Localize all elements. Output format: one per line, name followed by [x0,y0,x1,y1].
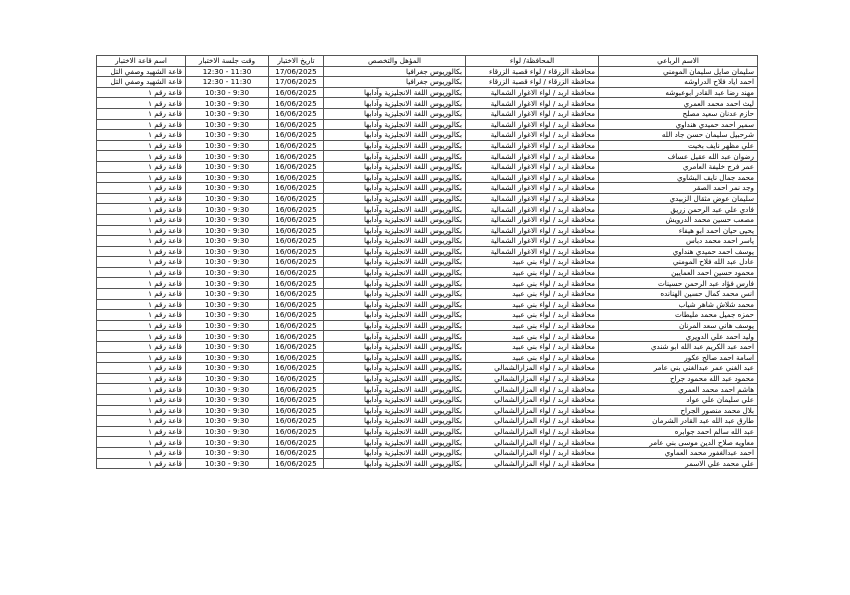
cell-name: يوسف هاني سعد المرنان [599,320,758,331]
cell-exam-date: 17/06/2025 [269,66,324,77]
cell-hall: قاعة رقم ١ [97,342,186,353]
cell-exam-date: 16/06/2025 [269,352,324,363]
cell-name: ليث احمد محمد العمري [599,98,758,109]
table-row [97,352,758,363]
table-row [97,193,758,204]
cell-session-time: 9:30 - 10:30 [186,395,269,406]
cell-hall: قاعة رقم ١ [97,289,186,300]
cell-governorate: محافظة اربد / لواء الاغوار الشمالية [466,108,599,119]
cell-hall: قاعة رقم ١ [97,204,186,215]
cell-exam-date: 16/06/2025 [269,289,324,300]
cell-qualification: بكالوريوس اللغة الانجليزية وآدابها [324,161,466,172]
cell-governorate: محافظة اربد / لواء الاغوار الشمالية [466,130,599,141]
cell-qualification: بكالوريوس اللغة الانجليزية وآدابها [324,267,466,278]
table-row [97,320,758,331]
table-row [97,204,758,215]
cell-qualification: بكالوريوس اللغة الانجليزية وآدابها [324,246,466,257]
cell-governorate: محافظة اربد / لواء الاغوار الشمالية [466,161,599,172]
table-row [97,87,758,98]
cell-qualification: بكالوريوس اللغة الانجليزية وآدابها [324,119,466,130]
cell-session-time: 9:30 - 10:30 [186,214,269,225]
cell-hall: قاعة الشهيد وصفي التل [97,77,186,88]
cell-hall: قاعة رقم ١ [97,172,186,183]
table-row [97,447,758,458]
cell-exam-date: 16/06/2025 [269,447,324,458]
cell-session-time: 9:30 - 10:30 [186,342,269,353]
cell-session-time: 9:30 - 10:30 [186,299,269,310]
cell-hall: قاعة رقم ١ [97,384,186,395]
cell-hall: قاعة رقم ١ [97,373,186,384]
table-row [97,257,758,268]
cell-name: سليمان صايل سليمان المومني [599,66,758,77]
cell-name: يحيى حيان احمد ابو هيفاء [599,225,758,236]
cell-name: حمزه جميل محمد مليطات [599,310,758,321]
cell-exam-date: 16/06/2025 [269,161,324,172]
header-exam-date: تاريخ الاختبار [269,56,324,67]
table-row [97,225,758,236]
cell-governorate: محافظة اربد / لواء الاغوار الشمالية [466,98,599,109]
cell-hall: قاعة رقم ١ [97,193,186,204]
cell-qualification: بكالوريوس اللغة الانجليزية وآدابها [324,416,466,427]
cell-exam-date: 16/06/2025 [269,384,324,395]
cell-exam-date: 16/06/2025 [269,183,324,194]
cell-governorate: محافظة اربد / لواء المزارالشمالي [466,447,599,458]
cell-governorate: محافظة اربد / لواء الاغوار الشمالية [466,225,599,236]
cell-governorate: محافظة اربد / لواء بني عبيد [466,267,599,278]
cell-session-time: 9:30 - 10:30 [186,320,269,331]
cell-name: هاشم احمد محمد العمري [599,384,758,395]
cell-name: مهند رضا عبد القادر ابوعبوشه [599,87,758,98]
cell-session-time: 9:30 - 10:30 [186,310,269,321]
cell-name: احمد عبدالغفور محمد العماوي [599,447,758,458]
cell-session-time: 9:30 - 10:30 [186,193,269,204]
table-row [97,342,758,353]
table-body [97,66,758,469]
table-row [97,236,758,247]
cell-governorate: محافظة اربد / لواء الاغوار الشمالية [466,193,599,204]
cell-governorate: محافظة اربد / لواء المزارالشمالي [466,426,599,437]
cell-qualification: بكالوريوس اللغة الانجليزية وآدابها [324,331,466,342]
cell-qualification: بكالوريوس اللغة الانجليزية وآدابها [324,98,466,109]
cell-hall: قاعة رقم ١ [97,331,186,342]
cell-exam-date: 16/06/2025 [269,214,324,225]
cell-name: اسامة احمد صالح عكور [599,352,758,363]
cell-exam-date: 16/06/2025 [269,172,324,183]
cell-exam-date: 16/06/2025 [269,267,324,278]
cell-hall: قاعة رقم ١ [97,183,186,194]
cell-hall: قاعة رقم ١ [97,447,186,458]
cell-qualification: بكالوريوس اللغة الانجليزية وآدابها [324,299,466,310]
cell-session-time: 9:30 - 10:30 [186,140,269,151]
table-row [97,289,758,300]
table-row [97,246,758,257]
cell-name: محمد شلاش شاهر شياب [599,299,758,310]
cell-hall: قاعة رقم ١ [97,87,186,98]
cell-hall: قاعة رقم ١ [97,225,186,236]
cell-qualification: بكالوريوس اللغة الانجليزية وآدابها [324,214,466,225]
cell-session-time: 9:30 - 10:30 [186,183,269,194]
cell-hall: قاعة رقم ١ [97,426,186,437]
cell-session-time: 9:30 - 10:30 [186,458,269,469]
cell-qualification: بكالوريوس اللغة الانجليزية وآدابها [324,87,466,98]
cell-session-time: 9:30 - 10:30 [186,278,269,289]
table-row [97,140,758,151]
cell-exam-date: 17/06/2025 [269,77,324,88]
cell-exam-date: 16/06/2025 [269,98,324,109]
cell-session-time: 9:30 - 10:30 [186,331,269,342]
cell-name: بلال محمد منصور الجراح [599,405,758,416]
cell-session-time: 9:30 - 10:30 [186,447,269,458]
cell-governorate: محافظة اربد / لواء الاغوار الشمالية [466,151,599,162]
table-row [97,66,758,77]
cell-exam-date: 16/06/2025 [269,342,324,353]
table-row [97,299,758,310]
cell-governorate: محافظة اربد / لواء الاغوار الشمالية [466,214,599,225]
cell-session-time: 9:30 - 10:30 [186,416,269,427]
cell-session-time: 9:30 - 10:30 [186,426,269,437]
cell-governorate: محافظة اربد / لواء بني عبيد [466,320,599,331]
cell-session-time: 9:30 - 10:30 [186,289,269,300]
table-row [97,458,758,469]
cell-exam-date: 16/06/2025 [269,225,324,236]
cell-name: عمر فرج خليفة العامري [599,161,758,172]
cell-qualification: بكالوريوس اللغة الانجليزية وآدابها [324,108,466,119]
header-qualification: المؤهل والتخصص [324,56,466,67]
table-row [97,384,758,395]
cell-hall: قاعة رقم ١ [97,246,186,257]
cell-session-time: 9:30 - 10:30 [186,204,269,215]
cell-qualification: بكالوريوس اللغة الانجليزية وآدابها [324,320,466,331]
table-row [97,214,758,225]
table-row [97,395,758,406]
table-row [97,77,758,88]
table-row [97,161,758,172]
cell-governorate: محافظة اربد / لواء الاغوار الشمالية [466,246,599,257]
cell-governorate: محافظة اربد / لواء بني عبيد [466,342,599,353]
cell-qualification: بكالوريوس اللغة الانجليزية وآدابها [324,384,466,395]
cell-hall: قاعة رقم ١ [97,140,186,151]
cell-exam-date: 16/06/2025 [269,331,324,342]
exam-schedule-table [96,55,758,469]
cell-governorate: محافظة اربد / لواء بني عبيد [466,331,599,342]
cell-name: مصعب حسين محمد الدرويش [599,214,758,225]
cell-qualification: بكالوريوس اللغة الانجليزية وآدابها [324,225,466,236]
table-row [97,130,758,141]
table-row [97,331,758,342]
table-row [97,119,758,130]
cell-hall: قاعة رقم ١ [97,257,186,268]
cell-governorate: محافظة اربد / لواء بني عبيد [466,257,599,268]
cell-session-time: 9:30 - 10:30 [186,225,269,236]
cell-name: عادل عبد الله فلاح المومني [599,257,758,268]
table-row [97,310,758,321]
cell-exam-date: 16/06/2025 [269,437,324,448]
cell-name: ياسر احمد محمد دباس [599,236,758,247]
cell-governorate: محافظة اربد / لواء بني عبيد [466,289,599,300]
cell-governorate: محافظة اربد / لواء المزارالشمالي [466,395,599,406]
cell-qualification: بكالوريوس اللغة الانجليزية وآدابها [324,151,466,162]
cell-qualification: بكالوريوس جغرافيا [324,66,466,77]
cell-hall: قاعة رقم ١ [97,278,186,289]
table-row [97,267,758,278]
cell-exam-date: 16/06/2025 [269,416,324,427]
cell-exam-date: 16/06/2025 [269,363,324,374]
cell-hall: قاعة رقم ١ [97,363,186,374]
cell-exam-date: 16/06/2025 [269,140,324,151]
cell-hall: قاعة رقم ١ [97,310,186,321]
cell-qualification: بكالوريوس اللغة الانجليزية وآدابها [324,310,466,321]
table-row [97,172,758,183]
cell-qualification: بكالوريوس اللغة الانجليزية وآدابها [324,172,466,183]
cell-governorate: محافظة اربد / لواء الاغوار الشمالية [466,204,599,215]
cell-name: عبد الله سالم احمد جوابره [599,426,758,437]
cell-qualification: بكالوريوس اللغة الانجليزية وآدابها [324,193,466,204]
cell-governorate: محافظة اربد / لواء الاغوار الشمالية [466,140,599,151]
cell-name: فارس فؤاد عبد الرحمن حسينات [599,278,758,289]
cell-hall: قاعة رقم ١ [97,299,186,310]
cell-name: سليمان عوض مثقال الزبيدي [599,193,758,204]
table-row [97,363,758,374]
cell-name: رضوان عبد الله عقيل عساف [599,151,758,162]
cell-name: علي محمد علي الاسمر [599,458,758,469]
cell-name: محمود عبد الله محمود جراح [599,373,758,384]
cell-session-time: 9:30 - 10:30 [186,108,269,119]
cell-hall: قاعة رقم ١ [97,130,186,141]
cell-exam-date: 16/06/2025 [269,310,324,321]
cell-session-time: 9:30 - 10:30 [186,352,269,363]
cell-session-time: 9:30 - 10:30 [186,119,269,130]
cell-hall: قاعة رقم ١ [97,161,186,172]
cell-session-time: 9:30 - 10:30 [186,87,269,98]
cell-exam-date: 16/06/2025 [269,395,324,406]
cell-qualification: بكالوريوس اللغة الانجليزية وآدابها [324,278,466,289]
cell-governorate: محافظة اربد / لواء الاغوار الشمالية [466,119,599,130]
header-session-time: وقت جلسة الاختبار [186,56,269,67]
cell-name: معاويه صلاح الدين موسى بني عامر [599,437,758,448]
table-row [97,98,758,109]
cell-governorate: محافظة اربد / لواء بني عبيد [466,310,599,321]
cell-name: محمد جمال نايف البشاوي [599,172,758,183]
cell-hall: قاعة رقم ١ [97,267,186,278]
cell-session-time: 9:30 - 10:30 [186,130,269,141]
cell-session-time: 9:30 - 10:30 [186,98,269,109]
cell-qualification: بكالوريوس اللغة الانجليزية وآدابها [324,426,466,437]
cell-exam-date: 16/06/2025 [269,130,324,141]
cell-hall: قاعة رقم ١ [97,151,186,162]
cell-exam-date: 16/06/2025 [269,151,324,162]
cell-governorate: محافظة اربد / لواء المزارالشمالي [466,405,599,416]
cell-exam-date: 16/06/2025 [269,236,324,247]
table-row [97,151,758,162]
table-header-row [97,56,758,67]
cell-hall: قاعة رقم ١ [97,98,186,109]
cell-qualification: بكالوريوس اللغة الانجليزية وآدابها [324,395,466,406]
cell-exam-date: 16/06/2025 [269,119,324,130]
cell-name: احمد عبد الكريم عبد الله ابو شندي [599,342,758,353]
cell-name: شرحبيل سليمان حسن جاد الله [599,130,758,141]
cell-session-time: 9:30 - 10:30 [186,267,269,278]
cell-governorate: محافظة اربد / لواء المزارالشمالي [466,363,599,374]
cell-qualification: بكالوريوس اللغة الانجليزية وآدابها [324,373,466,384]
cell-exam-date: 16/06/2025 [269,405,324,416]
cell-exam-date: 16/06/2025 [269,108,324,119]
cell-governorate: محافظة الزرقاء / لواء قصبة الزرقاء [466,77,599,88]
cell-hall: قاعة الشهيد وصفي التل [97,66,186,77]
cell-name: وليد احمد علي الدويري [599,331,758,342]
cell-exam-date: 16/06/2025 [269,204,324,215]
cell-hall: قاعة رقم ١ [97,405,186,416]
cell-hall: قاعة رقم ١ [97,236,186,247]
cell-session-time: 9:30 - 10:30 [186,161,269,172]
table-row [97,373,758,384]
cell-name: طارق عبد الله عبد القادر الشرمان [599,416,758,427]
table-row [97,426,758,437]
cell-exam-date: 16/06/2025 [269,278,324,289]
cell-exam-date: 16/06/2025 [269,426,324,437]
cell-qualification: بكالوريوس اللغة الانجليزية وآدابها [324,140,466,151]
cell-qualification: بكالوريوس اللغة الانجليزية وآدابها [324,363,466,374]
cell-qualification: بكالوريوس اللغة الانجليزية وآدابها [324,130,466,141]
header-name: الاسم الرباعي [599,56,758,67]
header-hall: اسم قاعة الاختبار [97,56,186,67]
table-row [97,437,758,448]
cell-qualification: بكالوريوس جغرافيا [324,77,466,88]
cell-hall: قاعة رقم ١ [97,119,186,130]
table-row [97,416,758,427]
cell-governorate: محافظة اربد / لواء الاغوار الشمالية [466,183,599,194]
cell-governorate: محافظة الزرقاء / لواء قصبة الزرقاء [466,66,599,77]
cell-name: انس محمد كمال حسين الهنانده [599,289,758,300]
cell-session-time: 9:30 - 10:30 [186,373,269,384]
table-row [97,405,758,416]
cell-name: وجد نمر احمد الصقر [599,183,758,194]
cell-hall: قاعة رقم ١ [97,214,186,225]
cell-governorate: محافظة اربد / لواء بني عبيد [466,299,599,310]
cell-hall: قاعة رقم ١ [97,352,186,363]
cell-name: فادي علي عبد الرحمن زريق [599,204,758,215]
cell-session-time: 11:30 - 12:30 [186,66,269,77]
cell-qualification: بكالوريوس اللغة الانجليزية وآدابها [324,236,466,247]
cell-hall: قاعة رقم ١ [97,416,186,427]
cell-qualification: بكالوريوس اللغة الانجليزية وآدابها [324,352,466,363]
table-row [97,278,758,289]
cell-name: علي مظهر نايف بخيت [599,140,758,151]
cell-qualification: بكالوريوس اللغة الانجليزية وآدابها [324,183,466,194]
table-row [97,183,758,194]
table-row [97,108,758,119]
cell-session-time: 9:30 - 10:30 [186,405,269,416]
cell-exam-date: 16/06/2025 [269,320,324,331]
cell-governorate: محافظة اربد / لواء المزارالشمالي [466,458,599,469]
cell-governorate: محافظة اربد / لواء الاغوار الشمالية [466,172,599,183]
cell-exam-date: 16/06/2025 [269,257,324,268]
header-governorate: المحافظة/ لواء [466,56,599,67]
cell-exam-date: 16/06/2025 [269,193,324,204]
cell-session-time: 9:30 - 10:30 [186,257,269,268]
cell-name: علي سليمان علي عواد [599,395,758,406]
cell-exam-date: 16/06/2025 [269,373,324,384]
cell-qualification: بكالوريوس اللغة الانجليزية وآدابها [324,342,466,353]
cell-governorate: محافظة اربد / لواء بني عبيد [466,352,599,363]
cell-governorate: محافظة اربد / لواء الاغوار الشمالية [466,236,599,247]
cell-exam-date: 16/06/2025 [269,87,324,98]
cell-qualification: بكالوريوس اللغة الانجليزية وآدابها [324,289,466,300]
cell-qualification: بكالوريوس اللغة الانجليزية وآدابها [324,405,466,416]
cell-name: محمود حسين احمد العمايين [599,267,758,278]
cell-hall: قاعة رقم ١ [97,108,186,119]
cell-exam-date: 16/06/2025 [269,458,324,469]
cell-session-time: 9:30 - 10:30 [186,236,269,247]
cell-session-time: 9:30 - 10:30 [186,172,269,183]
cell-name: يوسف احمد حميدي هنداوي [599,246,758,257]
cell-session-time: 11:30 - 12:30 [186,77,269,88]
cell-governorate: محافظة اربد / لواء المزارالشمالي [466,437,599,448]
cell-exam-date: 16/06/2025 [269,299,324,310]
cell-session-time: 9:30 - 10:30 [186,246,269,257]
cell-qualification: بكالوريوس اللغة الانجليزية وآدابها [324,447,466,458]
cell-governorate: محافظة اربد / لواء المزارالشمالي [466,416,599,427]
cell-governorate: محافظة اربد / لواء المزارالشمالي [466,373,599,384]
cell-qualification: بكالوريوس اللغة الانجليزية وآدابها [324,458,466,469]
cell-governorate: محافظة اربد / لواء المزارالشمالي [466,384,599,395]
cell-governorate: محافظة اربد / لواء بني عبيد [466,278,599,289]
cell-name: سمير احمد حميدي هنداوي [599,119,758,130]
cell-hall: قاعة رقم ١ [97,437,186,448]
cell-session-time: 9:30 - 10:30 [186,151,269,162]
cell-hall: قاعة رقم ١ [97,395,186,406]
cell-qualification: بكالوريوس اللغة الانجليزية وآدابها [324,437,466,448]
cell-session-time: 9:30 - 10:30 [186,363,269,374]
cell-hall: قاعة رقم ١ [97,458,186,469]
cell-name: احمد اياد فلاح الدراوشه [599,77,758,88]
cell-session-time: 9:30 - 10:30 [186,384,269,395]
cell-name: حازم عدنان سعيد مصلح [599,108,758,119]
cell-hall: قاعة رقم ١ [97,320,186,331]
cell-session-time: 9:30 - 10:30 [186,437,269,448]
cell-name: عبد الغني عمر عبدالغني بني عامر [599,363,758,374]
cell-qualification: بكالوريوس اللغة الانجليزية وآدابها [324,257,466,268]
cell-qualification: بكالوريوس اللغة الانجليزية وآدابها [324,204,466,215]
cell-exam-date: 16/06/2025 [269,246,324,257]
cell-governorate: محافظة اربد / لواء الاغوار الشمالية [466,87,599,98]
